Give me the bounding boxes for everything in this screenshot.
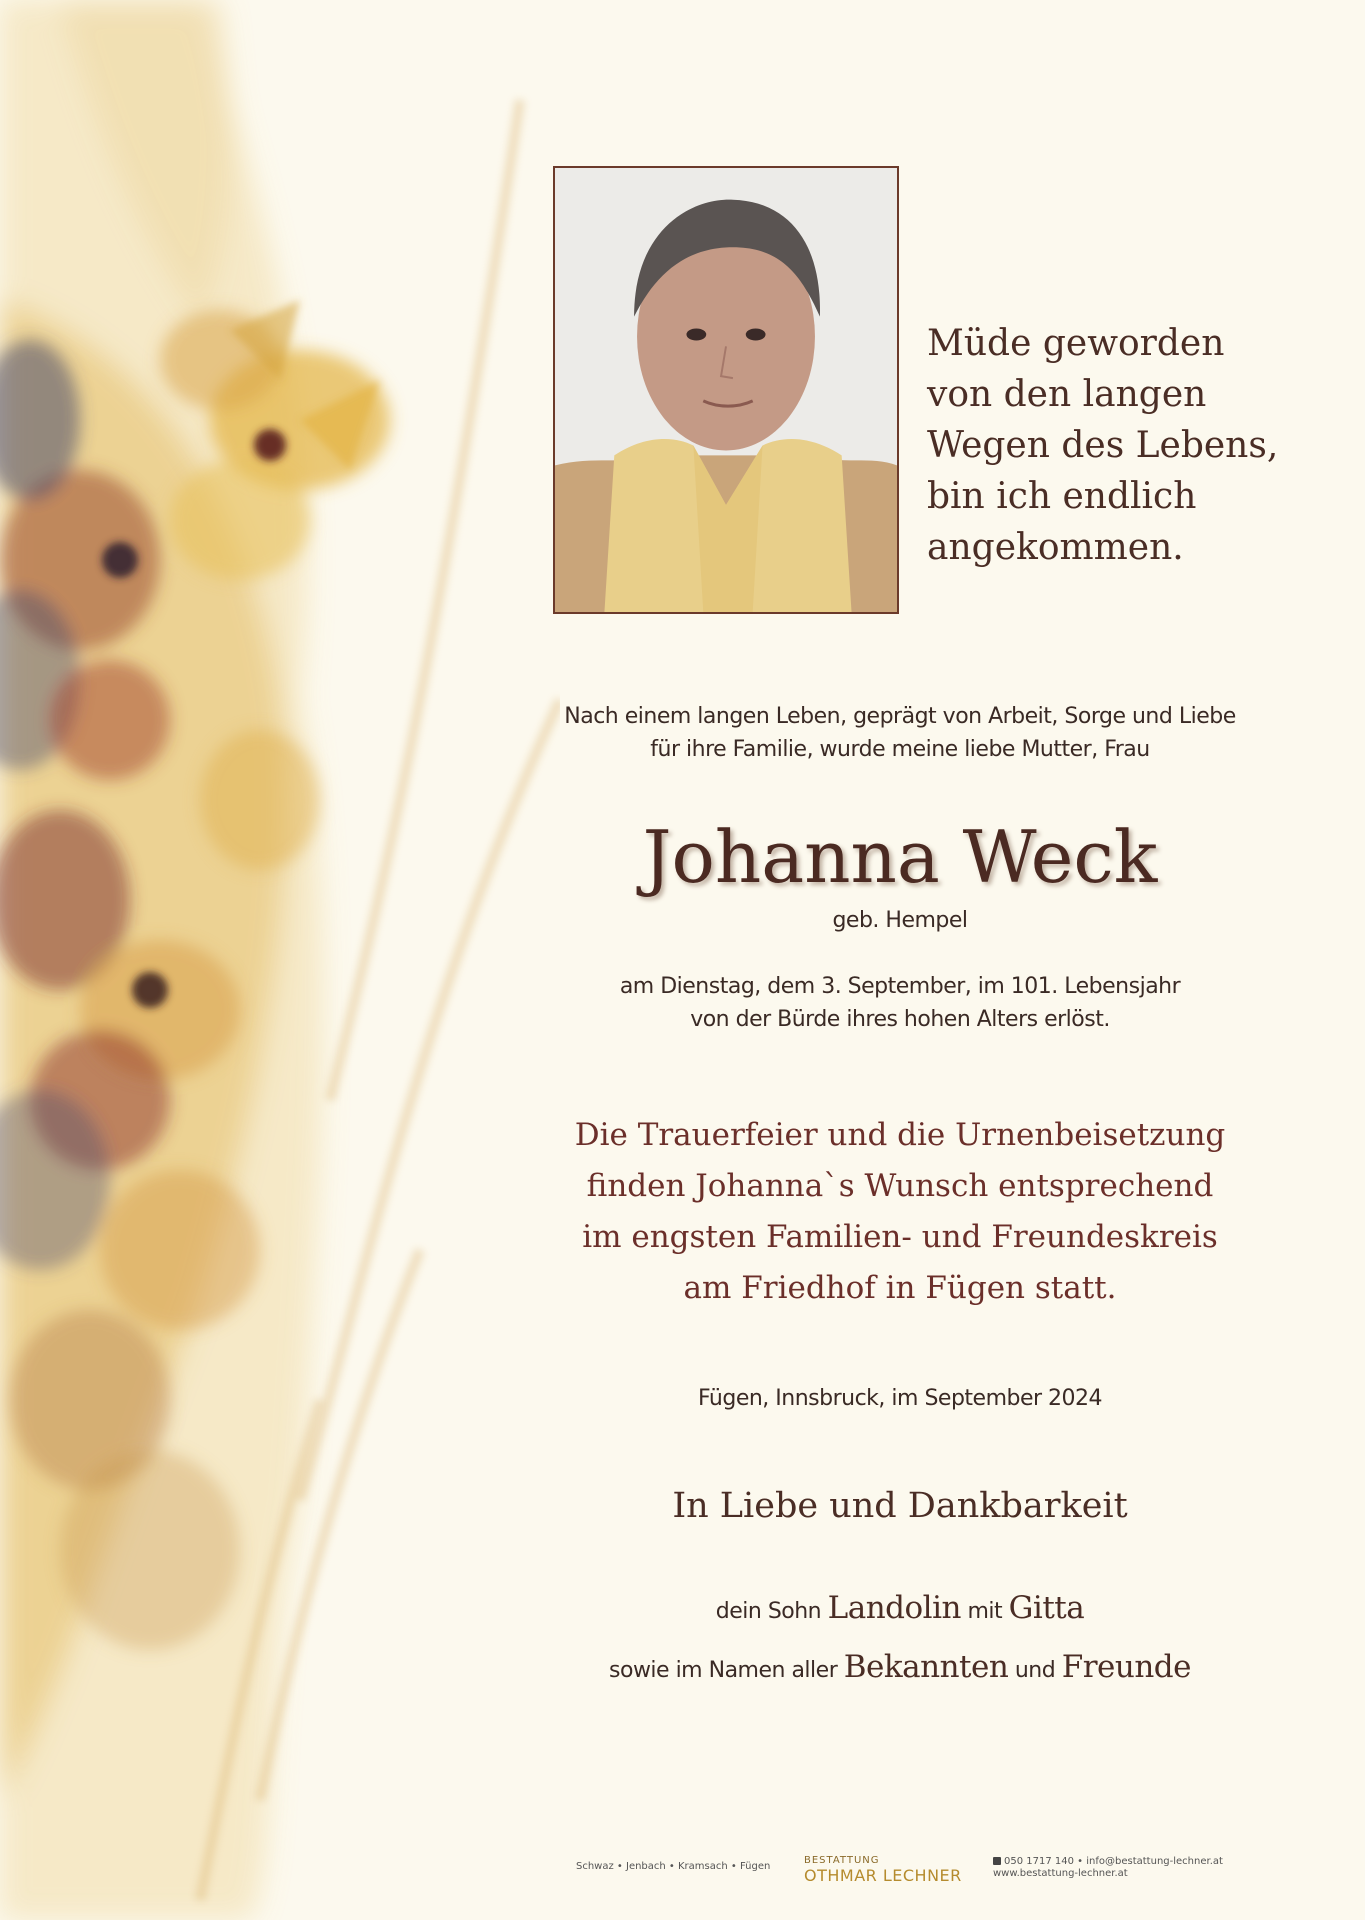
- ceremony-line: finden Johanna`s Wunsch entsprechend: [586, 1168, 1214, 1204]
- poem-line: angekommen.: [927, 527, 1184, 568]
- mourner-prefix: dein Sohn: [715, 1599, 822, 1624]
- death-line: am Dienstag, dem 3. September, im 101. Lebensjahr: [619, 974, 1181, 999]
- mourner-word: Bekannten: [843, 1649, 1009, 1685]
- place-date: Fügen, Innsbruck, im September 2024: [697, 1386, 1103, 1411]
- mourner-connector: mit: [967, 1599, 1003, 1624]
- poem-line: von den langen: [927, 374, 1207, 415]
- poem: [927, 318, 1327, 573]
- footer-contact: [993, 1856, 1223, 1880]
- mourner-prefix: sowie im Namen aller: [609, 1658, 838, 1683]
- poem-line: Wegen des Lebens,: [927, 425, 1279, 466]
- partner-name: Gitta: [1008, 1590, 1085, 1626]
- ceremony-line: im engsten Familien- und Freundeskreis: [582, 1219, 1218, 1255]
- birth-name: geb. Hempel: [832, 908, 968, 933]
- phone-number: 050 1717 140: [1004, 1856, 1074, 1867]
- brand-top: BESTATTUNG: [804, 1855, 880, 1866]
- brand-main: OTHMAR LECHNER: [804, 1866, 962, 1885]
- ceremony-line: Die Trauerfeier und die Urnenbeisetzung: [574, 1117, 1226, 1153]
- intro-line: Nach einem langen Leben, geprägt von Arbeit, Sorge und Liebe: [564, 704, 1236, 729]
- phone-icon: [993, 1857, 1001, 1865]
- mourner-line-2: [530, 1647, 1270, 1691]
- contact-line: 050 1717 140 • info@bestattung-lechner.at: [993, 1856, 1223, 1868]
- son-name: Landolin: [827, 1590, 961, 1626]
- footer-locations: Schwaz • Jenbach • Kramsach • Fügen: [576, 1861, 771, 1872]
- ceremony-notice: [530, 1110, 1270, 1314]
- gratitude-line: In Liebe und Dankbarkeit: [672, 1486, 1128, 1526]
- intro-text: [530, 700, 1270, 766]
- poem-line: Müde geworden: [927, 323, 1225, 364]
- death-notice: [530, 970, 1270, 1036]
- mourner-line-1: [530, 1588, 1270, 1632]
- email-link[interactable]: info@bestattung-lechner.at: [1086, 1856, 1223, 1867]
- portrait-photo: [553, 166, 899, 614]
- ceremony-line: am Friedhof in Fügen statt.: [683, 1270, 1117, 1306]
- deceased-name: Johanna Weck: [642, 815, 1158, 899]
- poem-line: bin ich endlich: [927, 476, 1197, 517]
- watercolor-flowers: [0, 0, 560, 1920]
- death-line: von der Bürde ihres hohen Alters erlöst.: [690, 1007, 1110, 1032]
- funeral-home-logo: [804, 1855, 974, 1885]
- mourner-connector: und: [1014, 1658, 1056, 1683]
- mourner-word: Freunde: [1061, 1649, 1191, 1685]
- website-link[interactable]: www.bestattung-lechner.at: [993, 1868, 1128, 1879]
- footer: [570, 1855, 1270, 1885]
- intro-line: für ihre Familie, wurde meine liebe Mutter, Frau: [650, 737, 1150, 762]
